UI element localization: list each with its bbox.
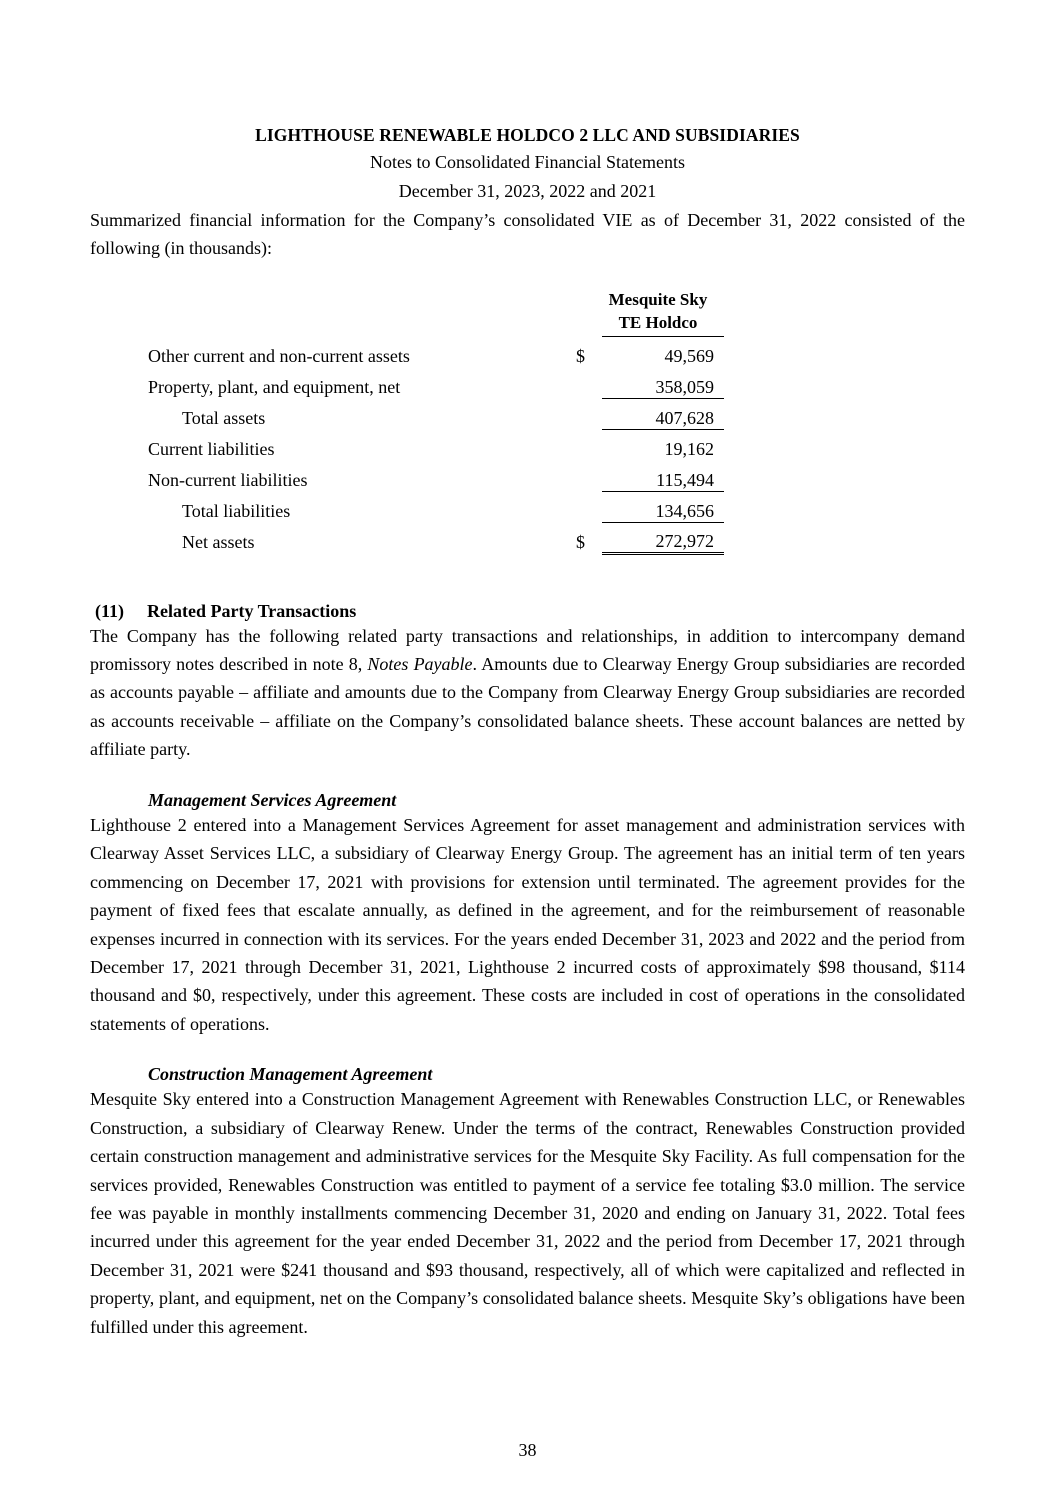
table-row: [148, 522, 724, 553]
company-name: LIGHTHOUSE RENEWABLE HOLDCO 2 LLC AND SUBSIDIARIES: [255, 125, 800, 145]
document-period: December 31, 2023, 2022 and 2021: [398, 181, 657, 202]
cma-paragraph: Mesquite Sky entered into a Construction Management Agreement with Renewables Construction LLC, or Renewables Construction, a subsidiary of Clearway Renew. Under the terms of the contract, Renewables Construction provided certain construction management and administrative services for the Mesquite Sky Facility. As full compensation for the services provided, Renewables Construction was entitled to payment of a service fee totaling $3.0 million. The service fee was payable in monthly installments commencing December 31, 2020 and ending on January 31, 2022. Total fees incurred under this agreement for the year ended December 31, 2022 and the period from December 17, 2021 through December 31, 2021 were $241 thousand and $93 thousand, respectively, all of which were capitalized and reflected in property, plant, and equipment, net on the Company’s consolidated balance sheets. Mesquite Sky’s obligations have been fulfilled under this agreement.: [90, 1089, 965, 1337]
row-label: Current liabilities: [148, 439, 275, 460]
row-currency-symbol: [576, 429, 602, 460]
row-value: 115,494: [602, 460, 724, 491]
row-currency-symbol: [576, 491, 602, 522]
row-label: Net assets: [182, 532, 255, 553]
row-currency-symbol: [576, 460, 602, 491]
row-value: 49,569: [664, 346, 714, 367]
page-header: [0, 122, 1055, 206]
row-label: Other current and non-current assets: [148, 346, 410, 367]
related-party-intro: [90, 622, 965, 764]
row-label: Total liabilities: [182, 501, 291, 522]
table-row: [148, 336, 724, 367]
notes-payable-reference: Notes Payable: [367, 654, 473, 675]
row-currency-symbol: [576, 398, 602, 429]
row-value: 407,628: [602, 398, 724, 429]
column-header-line2: TE Holdco: [618, 312, 698, 332]
intro-paragraph: Summarized financial information for the Company’s consolidated VIE as of December 31, 2022 consisted of the following (in thousands):: [90, 209, 965, 259]
header-spacer-dollar: [576, 289, 602, 336]
header-spacer: [148, 289, 576, 336]
table-row: [148, 491, 724, 522]
row-value: 19,162: [664, 439, 714, 460]
table-row: [148, 460, 724, 491]
related-party-intro-part1: The Company has the following related party transactions and relationships, in addition to intercompany demand promissory notes described in note 8,: [90, 625, 965, 675]
msa-paragraph: Lighthouse 2 entered into a Management Services Agreement for asset management and administration services with Clearway Asset Services LLC, a subsidiary of Clearway Energy Group. The agreement has an initial term of ten years commencing on December 17, 2021 with provisions for extension until terminated. The agreement provides for the payment of fixed fees that escalate annually, as defined in the agreement, and for the reimbursement of reasonable expenses incurred in connection with its services. For the years ended December 31, 2023 and 2022 and the period from December 17, 2021 through December 31, 2021, Lighthouse 2 incurred costs of approximately $98 thousand, $114 thousand and $0, respectively, under this agreement. These costs are included in cost of operations in the consolidated statements of operations.: [90, 814, 965, 1034]
table-row: [148, 429, 724, 460]
section-title: Related Party Transactions: [147, 600, 357, 621]
table-row: [148, 367, 724, 398]
column-header-mesquite-sky: [602, 289, 724, 336]
row-currency-symbol: $: [576, 532, 585, 553]
document-subtitle: Notes to Consolidated Financial Statements: [370, 152, 685, 173]
table-row: [148, 398, 724, 429]
table-header-row: [148, 289, 724, 336]
row-currency-symbol: [576, 367, 602, 398]
page-number: 38: [518, 1440, 537, 1460]
row-value: 272,972: [602, 522, 724, 553]
row-value: 358,059: [602, 367, 724, 398]
column-header-line1: Mesquite Sky: [608, 289, 708, 309]
subsection-heading-cma: Construction Management Agreement: [148, 1064, 433, 1085]
subsection-heading-msa: Management Services Agreement: [148, 789, 397, 810]
row-value: 134,656: [602, 491, 724, 522]
vie-summary-table: [148, 289, 724, 555]
row-currency-symbol: $: [576, 346, 585, 367]
document-page: [0, 122, 1055, 1487]
section-number: (11): [95, 600, 124, 621]
row-label: Total assets: [182, 408, 266, 429]
row-label: Property, plant, and equipment, net: [148, 377, 401, 398]
page-body: [90, 206, 965, 1341]
section-heading: [90, 601, 965, 622]
row-label: Non-current liabilities: [148, 470, 308, 491]
related-party-intro-part2: . Amounts due to Clearway Energy Group subsidiaries are recorded as accounts payable – affiliate and amounts due to the Company from Clearway Energy Group subsidiaries are recorded as accounts receivable – affiliate on the Company’s consolidated balance sheets. These account balances are netted by affiliate party.: [90, 654, 965, 760]
